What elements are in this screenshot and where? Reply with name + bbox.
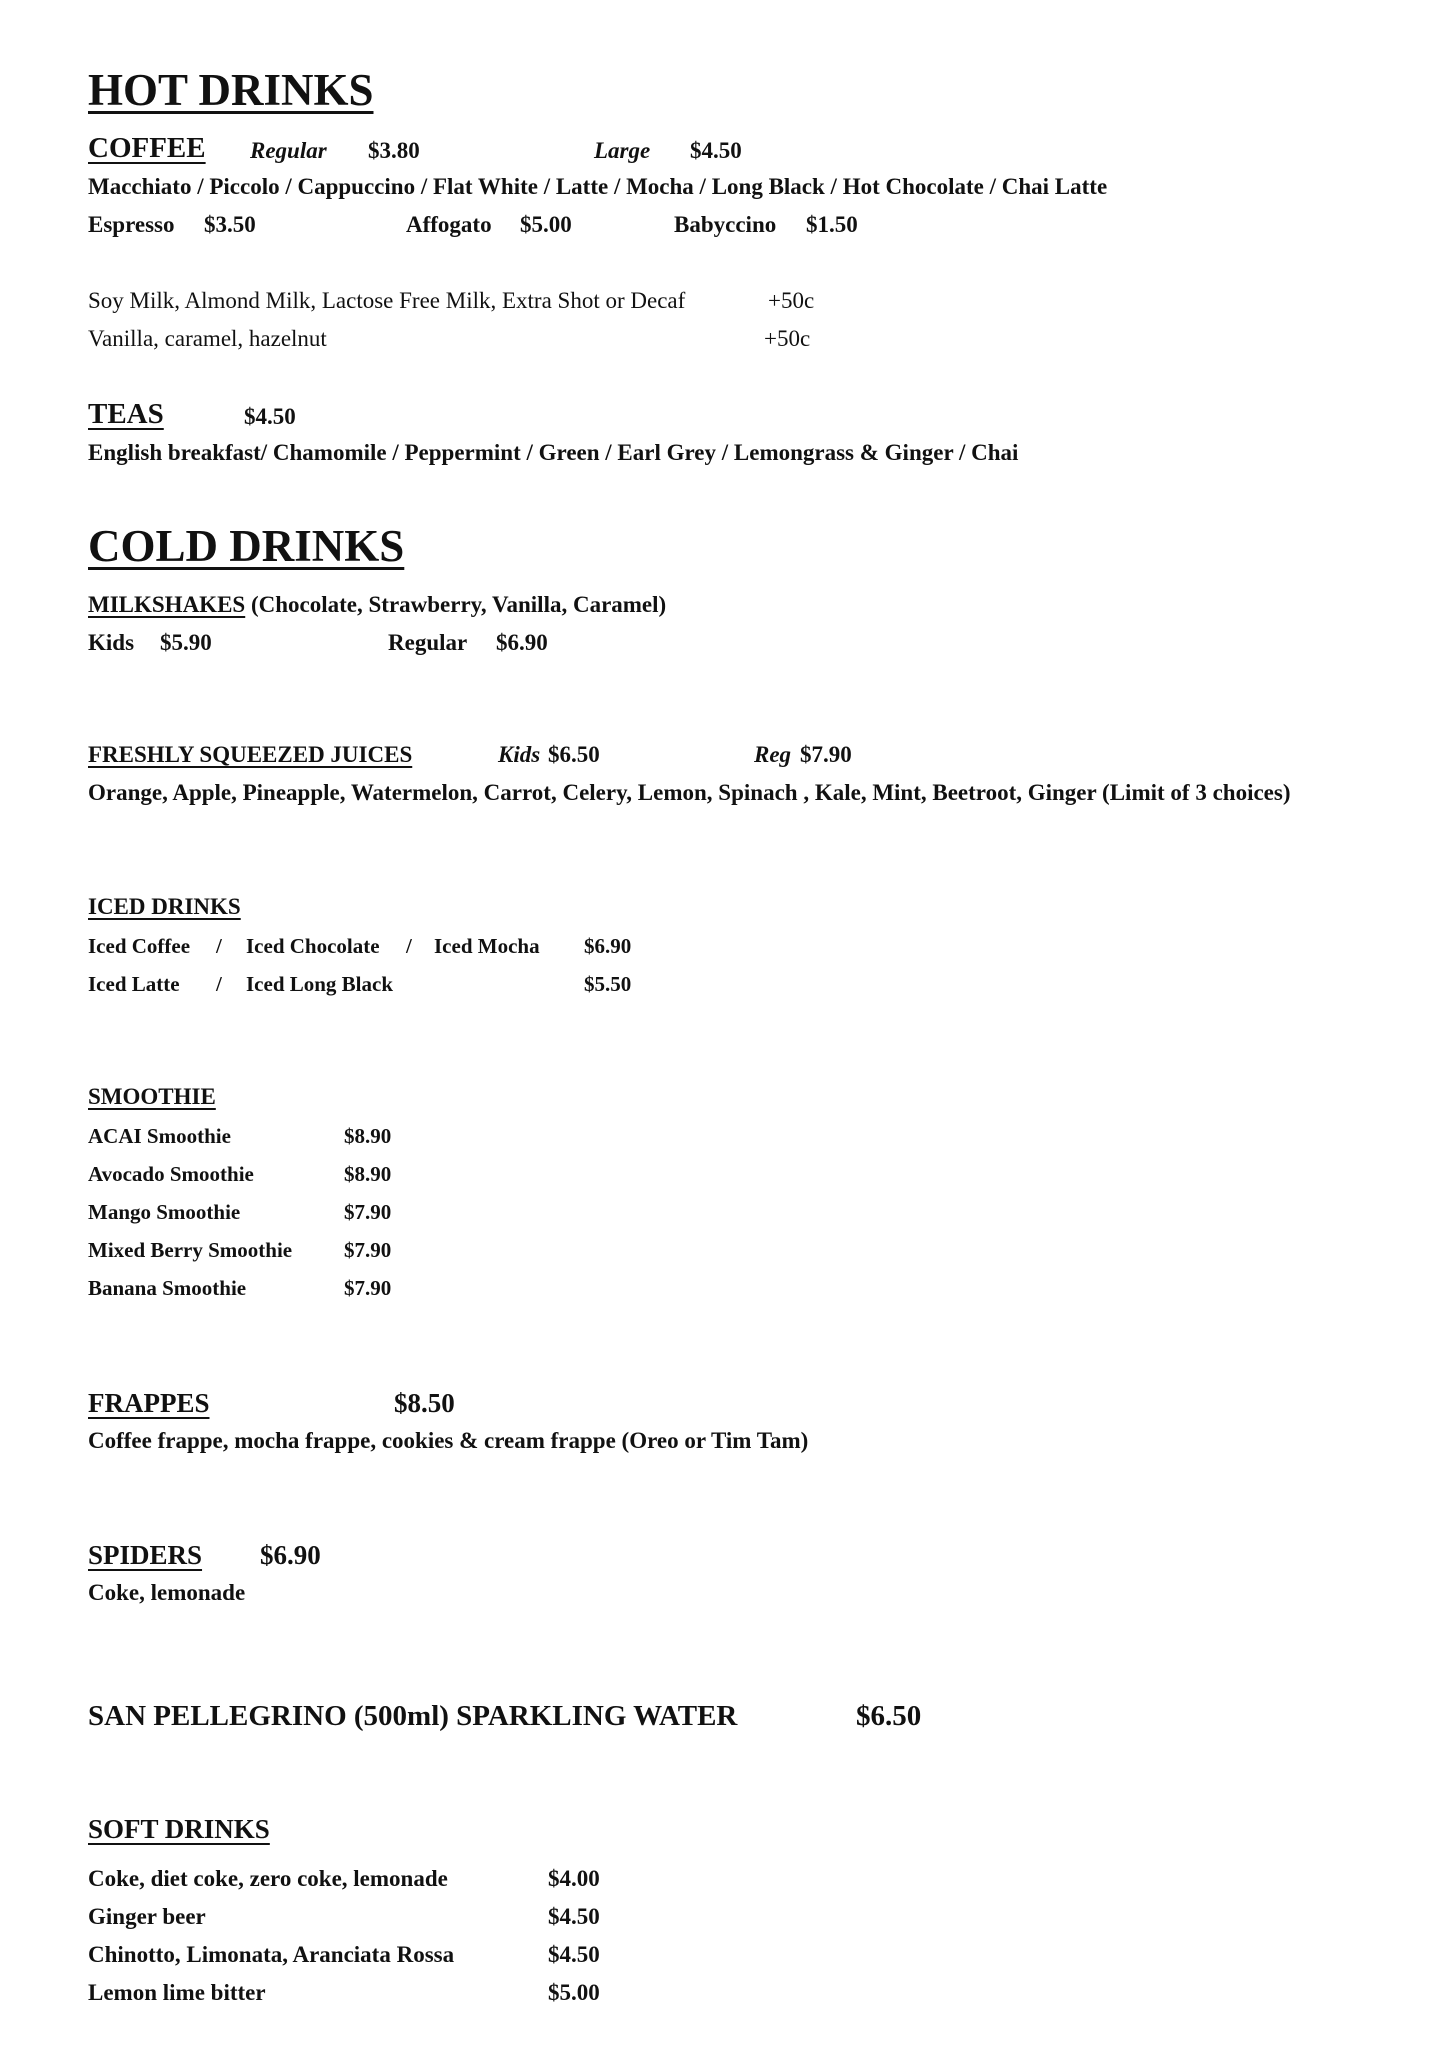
milkshakes-row [88,592,666,618]
teas-heading: TEAS [88,398,164,430]
smoothie-price: $8.90 [344,1162,392,1186]
teas-price: $4.50 [244,404,296,429]
spiders-heading: SPIDERS [88,1540,203,1570]
smoothie-item: ACAI Smoothie [88,1124,231,1148]
teas-list: English breakfast/ Chamomile / Peppermint / Green / Earl Grey / Lemongrass & Ginger / Chai [88,440,1019,465]
affogato-label: Affogato [406,212,492,237]
milkshakes-heading: MILKSHAKES [88,592,246,617]
smoothie-item: Mango Smoothie [88,1200,241,1224]
soft-drink-price: $4.50 [548,1942,600,1967]
juices-reg-price: $7.90 [800,742,852,767]
espresso-price: $3.50 [204,212,256,237]
smoothie-price: $8.90 [344,1124,392,1148]
soft-drink-item: Chinotto, Limonata, Aranciata Rossa [88,1942,455,1967]
iced-row-1-price: $6.90 [584,934,632,958]
iced-row-1-sep: / [216,934,222,958]
frappes-heading: FRAPPES [88,1388,210,1418]
soft-drink-item: Coke, diet coke, zero coke, lemonade [88,1866,448,1891]
milkshake-kids-price: $5.90 [160,630,212,655]
pellegrino-label: SAN PELLEGRINO (500ml) SPARKLING WATER [88,1700,738,1732]
milkshakes-flavours: (Chocolate, Strawberry, Vanilla, Caramel) [250,592,667,617]
extras-milk: Soy Milk, Almond Milk, Lactose Free Milk, Extra Shot or Decaf [88,288,686,313]
extras-syrup: Vanilla, caramel, hazelnut [88,326,327,351]
smoothie-heading: SMOOTHIE [88,1084,216,1109]
smoothie-price: $7.90 [344,1276,392,1300]
juices-kids-price: $6.50 [548,742,600,767]
coffee-regular-price: $3.80 [368,138,420,163]
iced-row-2-item: Iced Long Black [246,972,394,996]
spiders-price: $6.90 [260,1540,321,1570]
iced-row-2-item: Iced Latte [88,972,180,996]
espresso-label: Espresso [88,212,175,237]
smoothie-item: Banana Smoothie [88,1276,247,1300]
milkshake-regular-price: $6.90 [496,630,548,655]
babyccino-price: $1.50 [806,212,858,237]
juices-list: Orange, Apple, Pineapple, Watermelon, Carrot, Celery, Lemon, Spinach , Kale, Mint, Beetroot, Ginger (Limit of 3 choices) [88,780,1291,805]
iced-row-1-item: Iced Chocolate [246,934,380,958]
iced-row-1-item: Iced Coffee [88,934,191,958]
soft-drink-price: $5.00 [548,1980,600,2005]
smoothie-price: $7.90 [344,1238,392,1262]
extras-syrup-price: +50c [764,326,811,351]
smoothie-price: $7.90 [344,1200,392,1224]
frappes-list: Coffee frappe, mocha frappe, cookies & cream frappe (Oreo or Tim Tam) [88,1428,809,1453]
soft-drinks-heading: SOFT DRINKS [88,1814,270,1844]
iced-row-1-item: Iced Mocha [434,934,540,958]
frappes-price: $8.50 [394,1388,455,1418]
coffee-regular-label: Regular [250,138,327,163]
juices-reg-label: Reg [754,742,792,767]
extras-milk-price: +50c [768,288,815,313]
soft-drink-price: $4.50 [548,1904,600,1929]
spiders-list: Coke, lemonade [88,1580,246,1605]
soft-drink-price: $4.00 [548,1866,600,1891]
juices-kids-label: Kids [498,742,541,767]
juices-heading: FRESHLY SQUEEZED JUICES [88,742,413,767]
iced-row-1-sep: / [406,934,412,958]
smoothie-item: Avocado Smoothie [88,1162,254,1186]
coffee-large-label: Large [594,138,651,163]
pellegrino-price: $6.50 [856,1700,922,1732]
cold-drinks-title: COLD DRINKS [88,521,405,571]
hot-drinks-title: HOT DRINKS [88,65,374,115]
babyccino-label: Babyccino [674,212,777,237]
coffee-types: Macchiato / Piccolo / Cappuccino / Flat White / Latte / Mocha / Long Black / Hot Chocolate / Chai Latte [88,174,1108,199]
coffee-heading: COFFEE [88,132,206,164]
milkshake-regular-label: Regular [388,630,468,655]
iced-heading: ICED DRINKS [88,894,241,919]
smoothie-item: Mixed Berry Smoothie [88,1238,293,1262]
iced-row-2-price: $5.50 [584,972,632,996]
soft-drink-item: Ginger beer [88,1904,206,1929]
iced-row-2-sep: / [216,972,222,996]
milkshake-kids-label: Kids [88,630,135,655]
affogato-price: $5.00 [520,212,572,237]
coffee-large-price: $4.50 [690,138,742,163]
soft-drink-item: Lemon lime bitter [88,1980,266,2005]
